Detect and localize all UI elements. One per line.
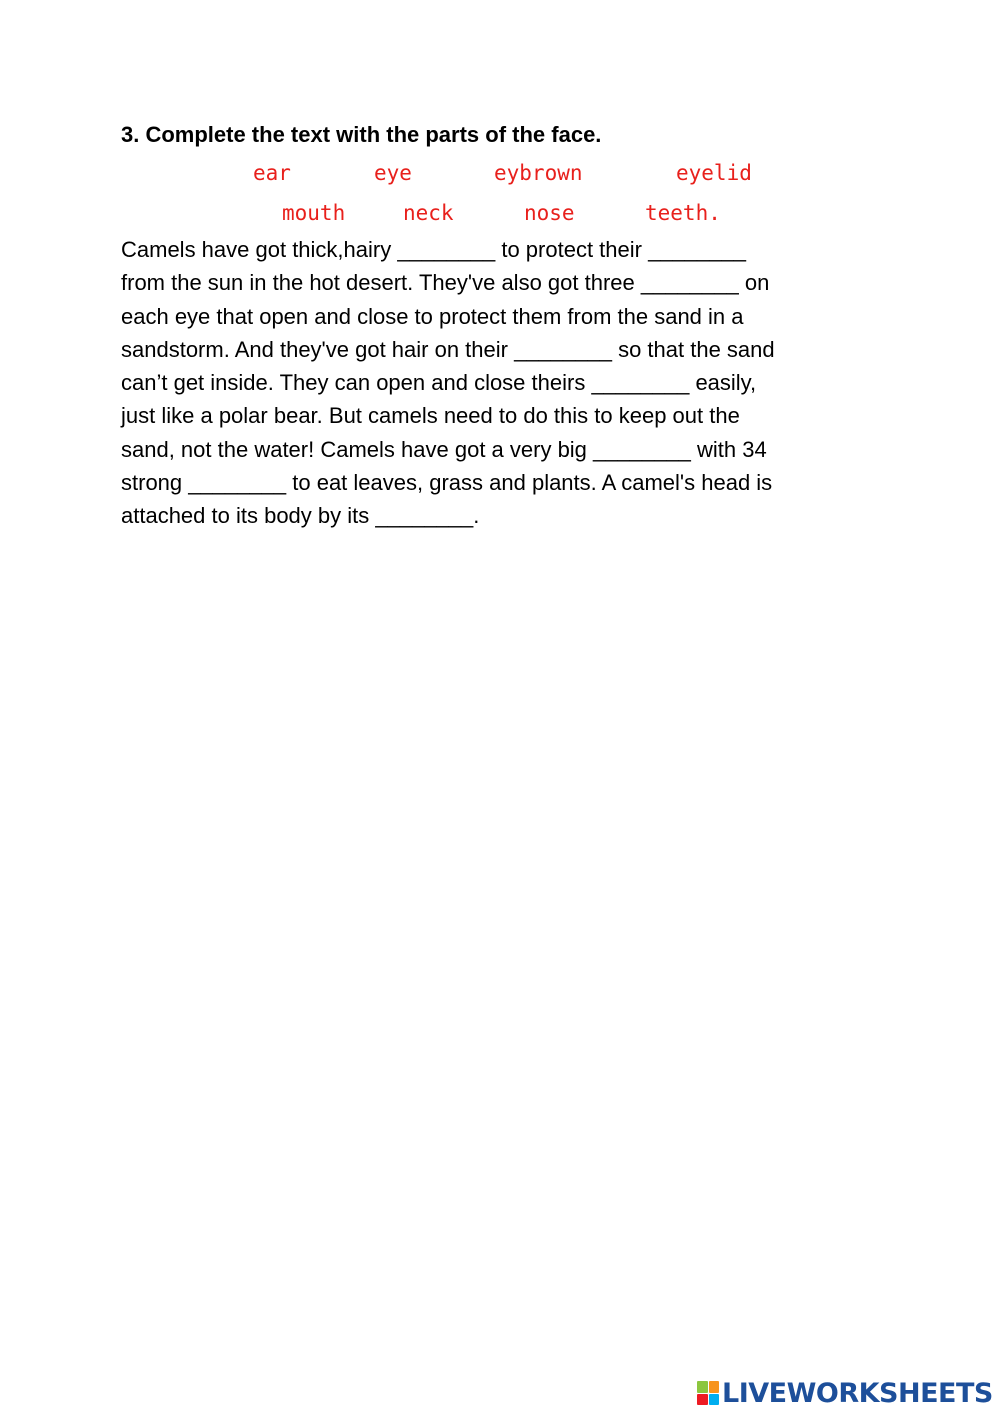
logo-square (697, 1394, 708, 1406)
logo-mark-icon (697, 1381, 719, 1405)
paragraph-line: each eye that open and close to protect them from the sand in a (121, 303, 744, 329)
word-bank-item: nose (524, 201, 575, 225)
paragraph-line: sandstorm. And they've got hair on their ________ so that the sand (121, 336, 775, 362)
paragraph-line: Camels have got thick,hairy ________ to protect their ________ (121, 237, 746, 262)
word-bank-item: eybrown (494, 161, 583, 185)
paragraph-line: attached to its body by its ________. (121, 503, 480, 529)
liveworksheets-logo (697, 1378, 993, 1408)
paragraph-line: sand, not the water! Camels have got a very big ________ with 34 (121, 436, 767, 462)
exercise-paragraph (121, 233, 775, 533)
logo-square (709, 1381, 720, 1393)
paragraph-line: just like a polar bear. But camels need to do this to keep out the (121, 403, 740, 429)
word-bank-item: ear (253, 161, 291, 185)
logo-text: LIVEWORKSHEETS (722, 1377, 993, 1409)
paragraph-line: strong ________ to eat leaves, grass and plants. A camel's head is (121, 470, 773, 496)
word-bank-item: mouth (282, 201, 346, 225)
paragraph-line: from the sun in the hot desert. They've also got three ________ on (121, 270, 770, 296)
exercise-title: 3. Complete the text with the parts of the face. (121, 122, 602, 147)
logo-square (709, 1394, 720, 1406)
logo-square (697, 1381, 708, 1393)
word-bank-item: neck (403, 201, 454, 225)
word-bank-item: teeth. (645, 201, 721, 225)
paragraph-line: can’t get inside. They can open and close theirs ________ easily, (121, 370, 757, 396)
word-bank-item: eyelid (676, 161, 752, 185)
word-bank-item: eye (374, 161, 412, 185)
